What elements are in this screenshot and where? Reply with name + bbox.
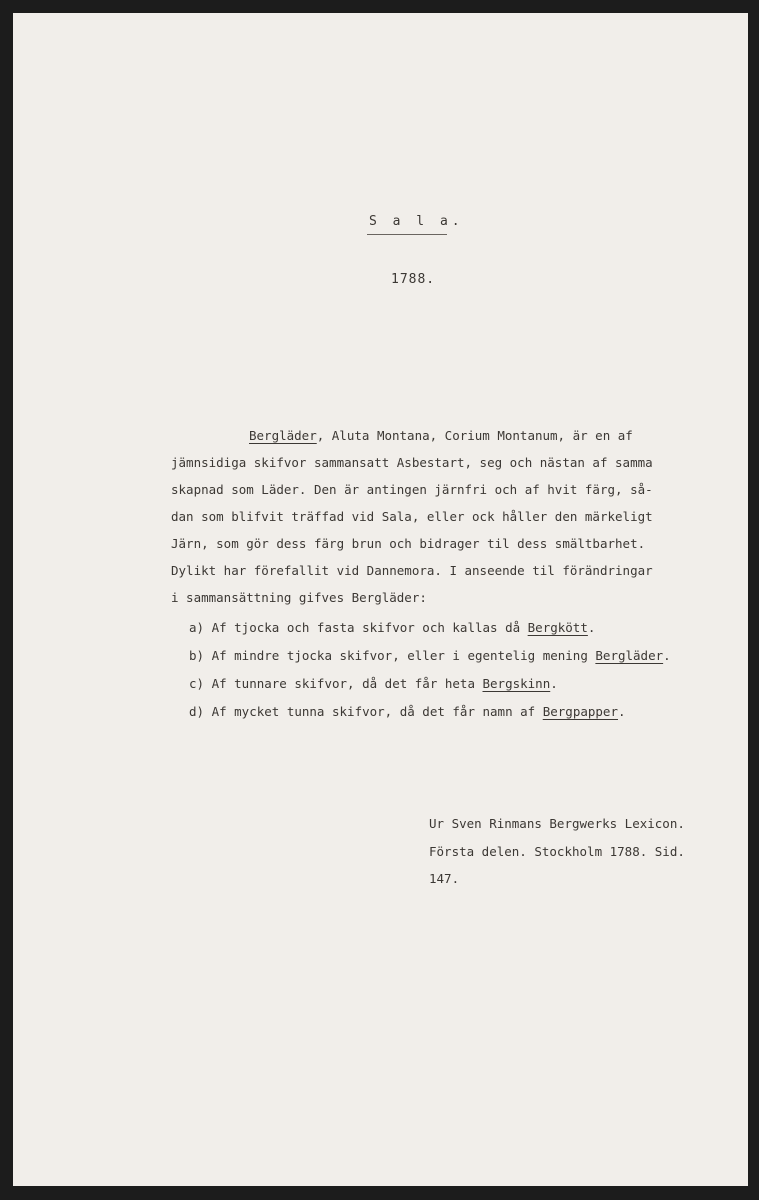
paragraph-line-2: jämnsidiga skifvor sammansatt Asbestart, seg och nästan af samma: [171, 455, 653, 470]
paragraph-line-1: Bergläder, Aluta Montana, Corium Montanum, är en af: [249, 428, 633, 443]
paragraph-line-6: Dylikt har förefallit vid Dannemora. I anseende til förändringar: [171, 563, 653, 578]
term-berglader-2: Bergläder: [595, 648, 664, 663]
paragraph-line-4: dan som blifvit träffad vid Sala, eller ock håller den märkeligt: [171, 509, 653, 524]
term-bergkott: Bergkött: [527, 620, 588, 635]
term-bergpapper: Bergpapper: [542, 704, 618, 719]
paragraph-line-5: Järn, som gör dess färg brun och bidrager til dess smältbarhet.: [171, 536, 646, 551]
document-year: 1788.: [391, 272, 436, 287]
list-item: d) Af mycket tunna skifvor, då det får namn af Bergpapper.: [189, 704, 626, 719]
page-title: S a l a.: [369, 214, 464, 229]
term-bergskinn: Bergskinn: [482, 676, 551, 691]
document-page: [13, 13, 748, 1186]
source-line-1: Ur Sven Rinmans Bergwerks Lexicon.: [429, 816, 685, 831]
term-berglader: Bergläder: [249, 428, 317, 443]
paragraph-line-3: skapnad som Läder. Den är antingen järnfri och af hvit färg, så-: [171, 482, 653, 497]
list-item: c) Af tunnare skifvor, då det får heta Bergskinn.: [189, 676, 558, 691]
source-line-3: 147.: [429, 871, 460, 886]
list-item: b) Af mindre tjocka skifvor, eller i egentelig mening Bergläder.: [189, 648, 671, 663]
source-line-2: Första delen. Stockholm 1788. Sid.: [429, 844, 685, 859]
paragraph-line-7: i sammansättning gifves Bergläder:: [171, 590, 427, 605]
title-underline: [367, 234, 447, 235]
list-item: a) Af tjocka och fasta skifvor och kallas då Bergkött.: [189, 620, 596, 635]
